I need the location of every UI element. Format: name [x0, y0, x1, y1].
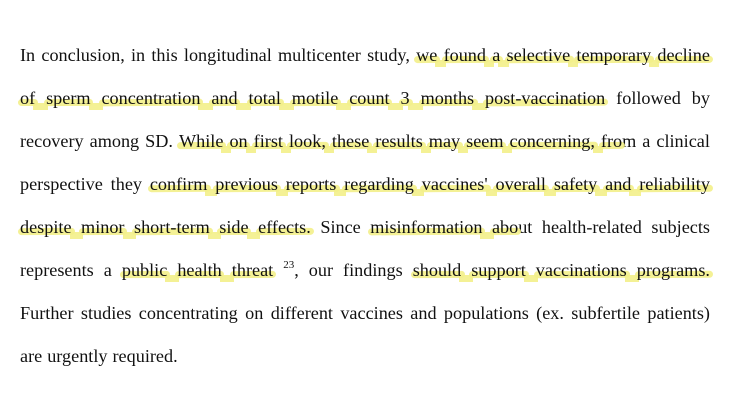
word [576, 40, 651, 70]
body-text: among [89, 131, 140, 151]
word [466, 126, 503, 156]
text-line [20, 298, 710, 341]
highlighted-text: vaccinations [535, 260, 627, 280]
word [215, 169, 278, 199]
highlighted-text: support [471, 260, 526, 280]
word [616, 83, 681, 113]
word [219, 212, 248, 242]
word [81, 298, 132, 328]
word [332, 126, 369, 156]
body-text: and [410, 303, 437, 323]
word [639, 169, 710, 199]
body-text: multicenter [278, 45, 361, 65]
word [131, 40, 145, 70]
highlighted-text: side [219, 217, 249, 237]
word [113, 341, 178, 371]
word [343, 255, 403, 285]
body-text: , [294, 260, 299, 280]
body-text: vaccines [340, 303, 403, 323]
body-text: urgently [47, 346, 108, 366]
word [134, 212, 210, 242]
word [637, 255, 710, 285]
text-line [20, 169, 710, 212]
word [309, 255, 333, 285]
word [554, 169, 597, 199]
word [507, 40, 571, 70]
word [320, 212, 360, 242]
highlighted-text: should [412, 260, 462, 280]
conclusion-paragraph [20, 40, 710, 384]
word [651, 212, 710, 242]
body-text: represents [20, 260, 94, 280]
body-text: perspective [20, 174, 103, 194]
body-text: subjects [651, 217, 710, 237]
highlighted-text: motile [291, 88, 339, 108]
word [232, 255, 273, 285]
body-text: our [308, 260, 334, 280]
citation-superscript: 23 [283, 259, 295, 271]
body-text: a [103, 260, 112, 280]
body-text: followed [616, 88, 681, 108]
highlighted-text: results [375, 131, 423, 151]
word [20, 212, 72, 242]
highlighted-text: 3 [400, 88, 410, 108]
word [139, 298, 238, 328]
body-text: populations [443, 303, 529, 323]
word [410, 298, 436, 328]
body-text: (ex. [536, 303, 564, 323]
body-text: required. [112, 346, 178, 366]
body-text: in [130, 45, 146, 65]
highlighted-text: count [349, 88, 390, 108]
word [571, 298, 640, 328]
word [292, 83, 338, 113]
word [605, 169, 631, 199]
body-text: clinical [656, 131, 710, 151]
word [444, 298, 529, 328]
word [349, 83, 389, 113]
body-text: on [245, 303, 264, 323]
highlighted-text: of [20, 88, 36, 108]
body-text: study, [367, 45, 410, 65]
highlighted-text: sperm [46, 88, 91, 108]
body-text: ut [518, 217, 533, 237]
highlighted-text: fro [600, 131, 623, 151]
text-line [20, 255, 710, 298]
word [245, 298, 263, 328]
word [444, 40, 486, 70]
word [647, 298, 710, 328]
word [151, 40, 177, 70]
word [278, 40, 361, 70]
highlighted-text: threat [231, 260, 274, 280]
body-text: they [110, 174, 142, 194]
word [495, 169, 546, 199]
word [370, 212, 482, 242]
highlighted-text: regarding [344, 174, 414, 194]
body-text: subfertile [571, 303, 640, 323]
word [20, 40, 35, 70]
body-text: Further [20, 303, 74, 323]
highlighted-text: vaccines' [421, 174, 488, 194]
body-text: Since [320, 217, 361, 237]
word [485, 83, 605, 113]
word [249, 83, 281, 113]
highlighted-text: seem [466, 131, 504, 151]
highlighted-text: post-vaccination [485, 88, 606, 108]
highlighted-text: may [428, 131, 461, 151]
word [510, 126, 595, 156]
word [657, 40, 710, 70]
highlighted-text: reports [285, 174, 337, 194]
body-text: concentrating [138, 303, 238, 323]
word [20, 341, 42, 371]
word [642, 126, 650, 156]
word [340, 298, 403, 328]
word [656, 126, 710, 156]
body-text: health-related [541, 217, 642, 237]
highlighted-text: misinformation [370, 217, 483, 237]
highlighted-text: a [492, 45, 501, 65]
body-text: studies [80, 303, 132, 323]
highlighted-text: health [177, 260, 222, 280]
word [692, 83, 710, 113]
highlighted-text: and [211, 88, 238, 108]
word [104, 255, 112, 285]
word [413, 255, 462, 285]
word [20, 255, 94, 285]
text-line [20, 212, 710, 255]
highlighted-text: and [605, 174, 632, 194]
word [271, 298, 333, 328]
highlighted-text: we [416, 45, 438, 65]
text-line [20, 83, 710, 126]
word [81, 212, 124, 242]
highlighted-text: decline [657, 45, 710, 65]
word [492, 212, 532, 242]
highlighted-text: reliability [639, 174, 710, 194]
body-text: longitudinal [183, 45, 272, 65]
word [177, 255, 221, 285]
body-text: m [622, 131, 637, 151]
highlighted-text: first [253, 131, 283, 151]
highlighted-text: overall [495, 174, 546, 194]
word [429, 126, 460, 156]
word [542, 212, 642, 242]
word [20, 126, 84, 156]
word [41, 40, 124, 70]
body-text: different [270, 303, 333, 323]
highlighted-text: safety [553, 174, 598, 194]
highlighted-text: found [443, 45, 486, 65]
highlighted-text: despite [20, 217, 72, 237]
word [536, 255, 627, 285]
word [422, 169, 488, 199]
word [20, 298, 74, 328]
word [601, 126, 636, 156]
word [101, 83, 200, 113]
word [536, 298, 564, 328]
word [122, 255, 167, 285]
word [286, 169, 337, 199]
text-line [20, 40, 710, 83]
highlighted-text: effects. [258, 217, 311, 237]
body-text: conclusion, [41, 45, 125, 65]
body-text: this [151, 45, 178, 65]
word [46, 83, 90, 113]
word [47, 341, 107, 371]
body-text: In [20, 45, 36, 65]
highlighted-text: concentration [101, 88, 201, 108]
highlighted-text: concerning, [509, 131, 595, 151]
highlighted-text: selective [506, 45, 571, 65]
highlighted-text: public [121, 260, 168, 280]
body-text: findings [343, 260, 403, 280]
word [283, 255, 299, 285]
word [258, 212, 311, 242]
highlighted-text: on [229, 131, 248, 151]
word [145, 126, 173, 156]
body-text: SD. [145, 131, 173, 151]
highlighted-text: minor [81, 217, 125, 237]
word [367, 40, 410, 70]
word [111, 169, 142, 199]
word [90, 126, 140, 156]
highlighted-text: confirm [149, 174, 208, 194]
text-line [20, 341, 710, 384]
body-text: by [691, 88, 710, 108]
text-line [20, 126, 710, 169]
highlighted-text: months [420, 88, 475, 108]
highlighted-text: While [178, 131, 224, 151]
highlighted-text: total [248, 88, 281, 108]
body-text: a [642, 131, 651, 151]
word [254, 126, 283, 156]
word [289, 126, 326, 156]
word [150, 169, 208, 199]
word [375, 126, 423, 156]
word [20, 169, 103, 199]
word [211, 83, 237, 113]
word [416, 40, 437, 70]
word [421, 83, 475, 113]
word [184, 40, 272, 70]
body-text: recovery [20, 131, 84, 151]
highlighted-text: temporary [576, 45, 652, 65]
highlighted-text: look, [288, 131, 326, 151]
word [344, 169, 414, 199]
highlighted-text: previous [215, 174, 278, 194]
word [179, 126, 223, 156]
body-text: are [20, 346, 43, 366]
highlighted-text: these [331, 131, 370, 151]
highlighted-text: short-term [134, 217, 210, 237]
body-text: patients) [647, 303, 710, 323]
highlighted-text: abo [491, 217, 519, 237]
word [471, 255, 526, 285]
highlighted-text: programs. [636, 260, 710, 280]
